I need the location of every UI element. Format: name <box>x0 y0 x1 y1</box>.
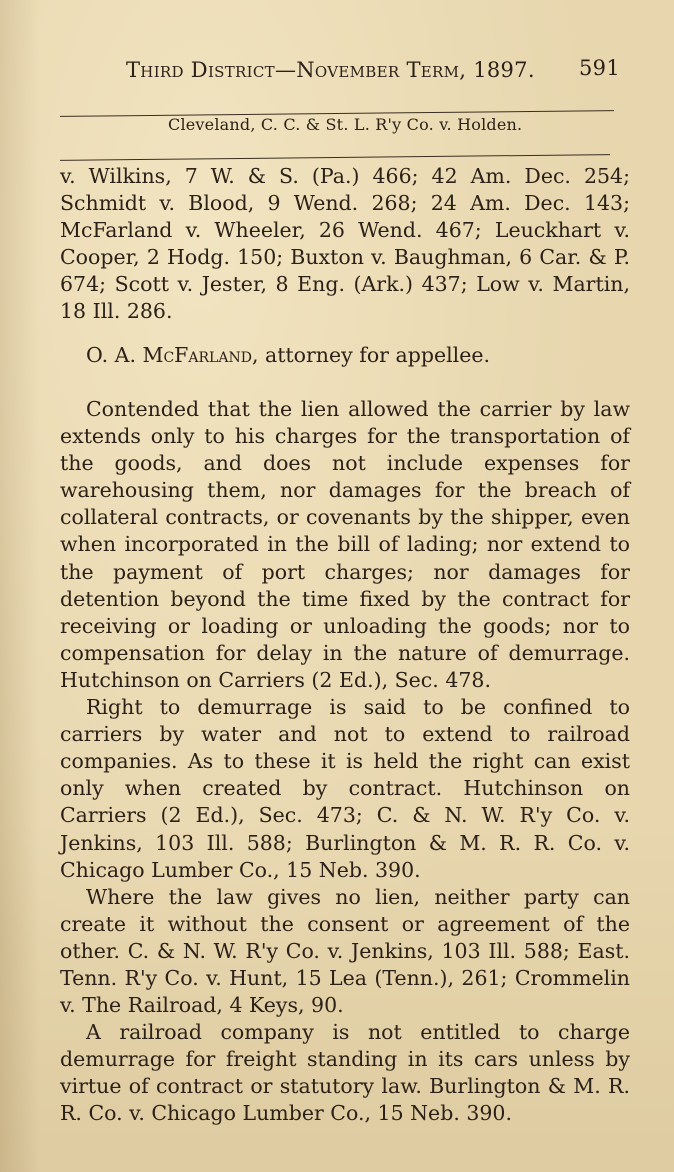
running-head <box>126 58 626 88</box>
case-title: Cleveland, C. C. & St. L. R'y Co. v. Holden. <box>168 115 523 134</box>
attorney-role: , attorney for appellee. <box>251 343 490 367</box>
page-number: 591 <box>579 56 620 80</box>
body-paragraph: Contended that the lien allowed the carrier by law extends only to his charges for the transportation of the goods, and does not include expenses for warehousing them, nor damages for the breach of collateral contracts, or covenants by the shipper, even when incorporated in the bill of lading; nor extend to the payment of port charges; nor damages for detention beyond the time fixed by the contract for receiving or loading or unloading the goods; nor to compensation for delay in the nature of demurrage. Hutchinson on Carriers (2 Ed.), Sec. 478. <box>60 397 630 692</box>
argument-body <box>60 396 630 1128</box>
body-paragraph: Where the law gives no lien, neither party can create it without the consent or agreement of the other. C. & N. W. R'y Co. v. Jenkins, 103 Ill. 588; East. Tenn. R'y Co. v. Hunt, 15 Lea (Tenn.), 261; Crommelin v. The Railroad, 4 Keys, 90. <box>60 884 630 1018</box>
body-paragraph: A railroad company is not entitled to charge demurrage for freight standing in its cars unless by virtue of contract or statutory law. Burlington & M. R. R. Co. v. Chicago Lumber Co., 15 Neb. 390. <box>60 1020 630 1126</box>
header-rule-bottom <box>60 154 610 161</box>
running-title: Third District—November Term, 1897. <box>126 58 535 82</box>
citations-text: v. Wilkins, 7 W. & S. (Pa.) 466; 42 Am. Dec. 254; Schmidt v. Blood, 9 Wend. 268; 24 Am. Dec. 143; McFarland v. Wheeler, 26 Wend. 467; Leuckhart v. Cooper, 2 Hodg. 150; Buxton v. Baughman, 6 Car. & P. 674; Scott v. Jester, 8 Eng. (Ark.) 437; Low v. Martin, 18 Ill. 286. <box>60 164 630 324</box>
attorney-name: O. A. McFarland <box>86 343 252 367</box>
citations-paragraph <box>60 163 630 326</box>
attorney-line <box>60 342 630 369</box>
attorney-paragraph <box>60 342 630 369</box>
body-paragraph: Right to demurrage is said to be confined to carriers by water and not to extend to railroad companies. As to these it is held the right can exist only when created by contract. Hutchinson on Carriers (2 Ed.), Sec. 473; C. & N. W. R'y Co. v. Jenkins, 103 Ill. 588; Burlington & M. R. R. Co. v. Chicago Lumber Co., 15 Neb. 390. <box>60 695 630 882</box>
